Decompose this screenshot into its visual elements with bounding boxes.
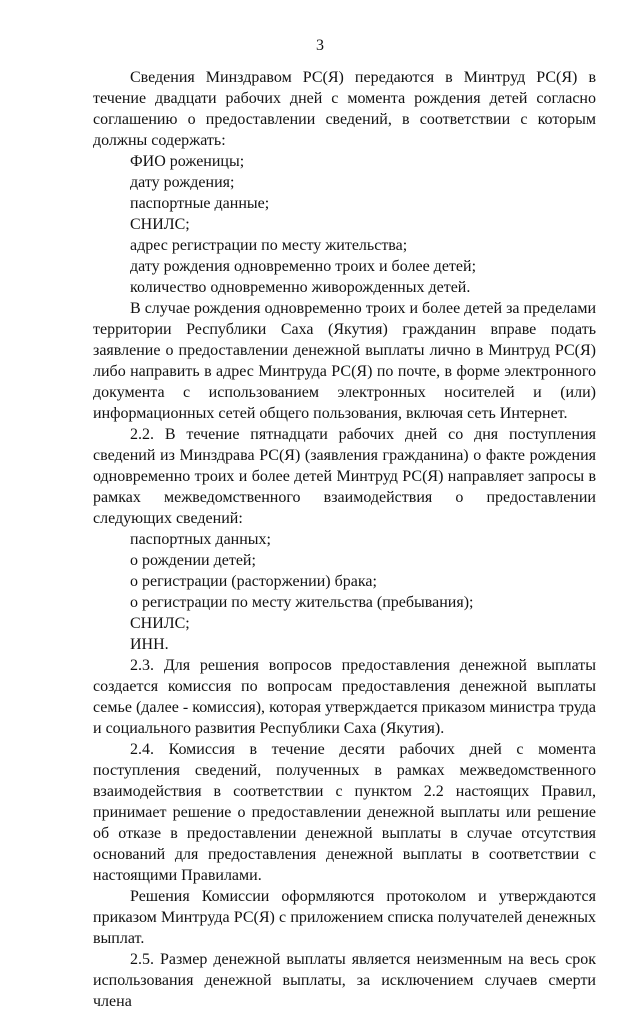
paragraph-minzdrav-info: Сведения Минздравом РС(Я) передаются в Минтруд РС(Я) в течение двадцати рабочих дней с момента рождения детей согласно соглашению о предоставлении сведений, в соответствии с которым должны содержать: <box>93 69 596 149</box>
list-item-marriage: о регистрации (расторжении) брака; <box>130 573 377 590</box>
list-item-snils-2: СНИЛС; <box>130 615 190 632</box>
list-item-children-birth-date: дату рождения одновременно троих и более детей; <box>130 258 477 275</box>
list-item-passport: паспортные данные; <box>130 195 270 212</box>
paragraph-2-4: 2.4. Комиссия в течение десяти рабочих дней с момента поступления сведений, полученных в рамках межведомственного взаимодействия в соответствии с пунктом 2.2 настоящих Правил, принимает решение о предоставлении денежной выплаты или решение об отказе в предоставлении денежной выплаты в случае отсутствия оснований для предоставления денежной выплаты в соответствии с настоящими Правилами. <box>93 741 596 884</box>
paragraph-2-5: 2.5. Размер денежной выплаты является неизменным на весь срок использования денежной выплаты, за исключением случаев смерти члена <box>93 951 596 1010</box>
list-item-fio: ФИО роженицы; <box>130 153 245 170</box>
list-item-children-count: количество одновременно живорожденных детей. <box>130 279 471 296</box>
paragraph-2-3: 2.3. Для решения вопросов предоставления денежной выплаты создается комиссия по вопросам предоставления денежной выплаты семье (далее - комиссия), которая утверждается приказом министра труда и социального развития Республики Саха (Якутия). <box>93 657 596 737</box>
list-item-birth-date: дату рождения; <box>130 174 235 191</box>
list-item-passport-data: паспортных данных; <box>130 531 271 548</box>
paragraph-2-2: 2.2. В течение пятнадцати рабочих дней со дня поступления сведений из Минздрава РС(Я) (заявления гражданина) о факте рождения одновременно троих и более детей Минтруд РС(Я) направляет запросы в рамках межведомственного взаимодействия о предоставлении следующих сведений: <box>93 426 596 527</box>
paragraph-outside-republic: В случае рождения одновременно троих и более детей за пределами территории Республики Саха (Якутия) гражданин вправе подать заявление о предоставлении денежной выплаты лично в Минтруд РС(Я) либо направить в адрес Минтруда РС(Я) по почте, в форме электронного документа с использованием электронных носителей и (или) информационных сетей общего пользования, включая сеть Интернет. <box>93 300 596 422</box>
list-item-snils: СНИЛС; <box>130 216 190 233</box>
paragraph-commission-decisions: Решения Комиссии оформляются протоколом и утверждаются приказом Минтруда РС(Я) с приложением списка получателей денежных выплат. <box>93 888 596 947</box>
list-item-children-birth: о рождении детей; <box>130 552 256 569</box>
page-number: 3 <box>316 37 324 54</box>
list-item-residence: о регистрации по месту жительства (пребывания); <box>130 594 474 611</box>
list-item-address: адрес регистрации по месту жительства; <box>130 237 408 254</box>
list-item-inn: ИНН. <box>130 636 169 653</box>
document-body <box>93 67 596 1012</box>
